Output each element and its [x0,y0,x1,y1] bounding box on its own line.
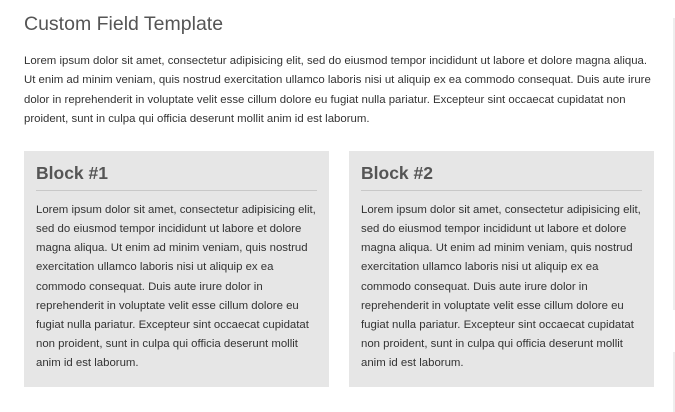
block-1 [24,151,329,387]
block-1-text: Lorem ipsum dolor sit amet, consectetur adipisicing elit, sed do eiusmod tempor incididunt ut labore et dolore magna aliqua. Ut enim ad minim veniam, quis nostrud exercitation ullamco laboris nisi ut aliquip ex ea commodo consequat. Duis aute irure dolor in reprehenderit in voluptate velit esse cillum dolore eu fugiat nulla pariatur. Excepteur sint occaecat cupidatat non proident, sunt in culpa qui officia deserunt mollit anim id est laborum. [36,204,316,369]
block-1-title: Block #1 [36,161,317,191]
block-2-title: Block #2 [361,161,642,191]
page-title: Custom Field Template [24,13,224,35]
block-2-text: Lorem ipsum dolor sit amet, consectetur adipisicing elit, sed do eiusmod tempor incididunt ut labore et dolore magna aliqua. Ut enim ad minim veniam, quis nostrud exercitation ullamco laboris nisi ut aliquip ex ea commodo consequat. Duis aute irure dolor in reprehenderit in voluptate velit esse cillum dolore eu fugiat nulla pariatur. Excepteur sint occaecat cupidatat non proident, sunt in culpa qui officia deserunt mollit anim id est laborum. [361,204,641,369]
blocks-row [24,151,654,387]
intro-paragraph: Lorem ipsum dolor sit amet, consectetur adipisicing elit, sed do eiusmod tempor incididunt ut labore et dolore magna aliqua. Ut enim ad minim veniam, quis nostrud exercitation ullamco laboris nisi ut aliquip ex ea commodo consequat. Duis aute irure dolor in reprehenderit in voluptate velit esse cillum dolore eu fugiat nulla pariatur. Excepteur sint occaecat cupidatat non proident, sunt in culpa qui officia deserunt mollit anim id est laborum. [24,55,651,125]
block-2 [349,151,654,387]
page-content [24,12,654,387]
